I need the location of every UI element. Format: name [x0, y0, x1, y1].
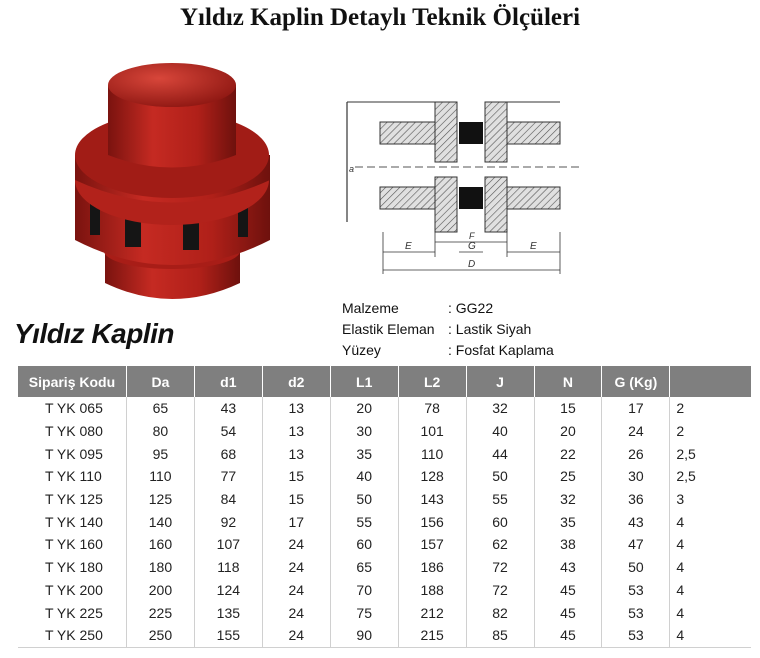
table-cell: 50 [602, 556, 670, 579]
table-cell: 77 [194, 465, 262, 488]
table-cell: 155 [194, 624, 262, 647]
table-row [18, 397, 751, 420]
column-header: L2 [398, 366, 466, 397]
table-cell: 212 [398, 601, 466, 624]
table-cell: 32 [466, 397, 534, 420]
table-cell: 156 [398, 510, 466, 533]
table-cell: T YK 095 [18, 442, 126, 465]
table-cell: 53 [602, 624, 670, 647]
table-cell: 2 [676, 423, 685, 440]
table-cell: 24 [262, 624, 330, 647]
table-cell: 95 [126, 442, 194, 465]
table-cell: 47 [602, 533, 670, 556]
table-cell: 75 [330, 601, 398, 624]
dimensions-table [18, 366, 751, 648]
table-cell: 107 [194, 533, 262, 556]
spec-row-elastic [342, 319, 554, 340]
table-cell: 50 [330, 488, 398, 511]
table-cell: 43 [534, 556, 602, 579]
table-cell: 2,5 [676, 445, 696, 462]
table-cell: 17 [262, 510, 330, 533]
table-cell: 35 [330, 442, 398, 465]
table-row [18, 601, 751, 624]
table-cell: 3 [676, 491, 685, 508]
table-row [18, 579, 751, 602]
table-cell: T YK 110 [18, 465, 126, 488]
table-cell: 4 [676, 536, 685, 553]
table-cell: 24 [602, 420, 670, 443]
table-cell: T YK 125 [18, 488, 126, 511]
table-cell: 53 [602, 579, 670, 602]
table-row [18, 510, 751, 533]
table-cell: 101 [398, 420, 466, 443]
table-cell: 157 [398, 533, 466, 556]
column-header: Sipariş Kodu [18, 366, 126, 397]
table-cell: T YK 225 [18, 601, 126, 624]
column-header: Da [126, 366, 194, 397]
table-cell: 22 [534, 442, 602, 465]
table-cell: 44 [466, 442, 534, 465]
table-cell: 50 [466, 465, 534, 488]
table-cell: 225 [126, 601, 194, 624]
table-cell: 60 [330, 533, 398, 556]
dim-d: D [468, 259, 476, 270]
table-cell: 70 [330, 579, 398, 602]
spec-value: : Fosfat Kaplama [448, 342, 554, 358]
table-cell: T YK 180 [18, 556, 126, 579]
table-cell: 2 [676, 400, 685, 417]
table-cell: 36 [602, 488, 670, 511]
table-cell: 78 [398, 397, 466, 420]
technical-drawing [335, 82, 595, 282]
table-cell: 40 [466, 420, 534, 443]
table-cell: 30 [602, 465, 670, 488]
column-header: d1 [194, 366, 262, 397]
column-header: L1 [330, 366, 398, 397]
table-cell: 43 [602, 510, 670, 533]
table-cell: 24 [262, 533, 330, 556]
column-header: J [466, 366, 534, 397]
table-cell: 38 [534, 533, 602, 556]
table-cell: 186 [398, 556, 466, 579]
table-cell: 92 [194, 510, 262, 533]
table-cell: 68 [194, 442, 262, 465]
dim-side: a [349, 164, 355, 174]
table-row [18, 420, 751, 443]
table-cell: 118 [194, 556, 262, 579]
table-cell: 215 [398, 624, 466, 647]
table-cell: 90 [330, 624, 398, 647]
table-cell: 140 [126, 510, 194, 533]
table-cell: 65 [330, 556, 398, 579]
table-cell: 40 [330, 465, 398, 488]
table-cell: 55 [330, 510, 398, 533]
spec-list [342, 298, 554, 361]
table-cell: T YK 140 [18, 510, 126, 533]
table-cell: 72 [466, 579, 534, 602]
dim-e-left: E [405, 241, 412, 252]
table-cell: T YK 250 [18, 624, 126, 647]
table-cell: 85 [466, 624, 534, 647]
table-cell: 13 [262, 397, 330, 420]
table-row [18, 556, 751, 579]
spec-value: : GG22 [448, 300, 494, 316]
table-cell: 32 [534, 488, 602, 511]
product-photo [60, 55, 290, 315]
table-cell: 43 [194, 397, 262, 420]
spec-row-material [342, 298, 554, 319]
table-row [18, 533, 751, 556]
table-cell: 82 [466, 601, 534, 624]
table-cell: T YK 065 [18, 397, 126, 420]
dim-e-right: E [530, 241, 537, 252]
table-cell: 45 [534, 601, 602, 624]
page-title: Yıldız Kaplin Detaylı Teknik Ölçüleri [179, 4, 581, 31]
table-cell: 26 [602, 442, 670, 465]
table-cell: 15 [262, 488, 330, 511]
table-cell: 160 [126, 533, 194, 556]
table-cell: 200 [126, 579, 194, 602]
table-cell: 24 [262, 601, 330, 624]
table-cell: 13 [262, 442, 330, 465]
table-cell: 4 [676, 581, 685, 598]
table-cell: T YK 200 [18, 579, 126, 602]
table-cell: 110 [398, 442, 466, 465]
table-body [18, 397, 751, 647]
table-cell: 110 [126, 465, 194, 488]
table-row [18, 488, 751, 511]
spec-label: Elastik Eleman [342, 321, 435, 337]
table-cell: 25 [534, 465, 602, 488]
spec-label: Malzeme [342, 300, 399, 316]
table-cell: 125 [126, 488, 194, 511]
table-cell: 30 [330, 420, 398, 443]
table-cell: 2,5 [676, 468, 696, 485]
spec-label: Yüzey [342, 342, 381, 358]
table-cell: 4 [670, 624, 751, 647]
table-cell: 124 [194, 579, 262, 602]
table-cell: 188 [398, 579, 466, 602]
table-cell: 60 [466, 510, 534, 533]
table-row [18, 465, 751, 488]
table-header-row [18, 366, 751, 397]
table-cell: 35 [534, 510, 602, 533]
table-cell: 45 [534, 624, 602, 647]
table-cell: 4 [676, 559, 685, 576]
table-cell: 250 [126, 624, 194, 647]
table-cell: 20 [330, 397, 398, 420]
table-cell: 24 [262, 556, 330, 579]
table-row [18, 624, 751, 647]
table-cell: 84 [194, 488, 262, 511]
column-header: G (Kg) [602, 366, 670, 397]
table-cell: 65 [126, 397, 194, 420]
table-cell: T YK 160 [18, 533, 126, 556]
table-cell: 72 [466, 556, 534, 579]
table-cell: 4 [676, 513, 685, 530]
table-cell: 24 [262, 579, 330, 602]
spec-value: : Lastik Siyah [448, 321, 532, 337]
table-cell: 62 [466, 533, 534, 556]
table-cell: T YK 080 [18, 420, 126, 443]
column-header [670, 366, 751, 397]
column-header: d2 [262, 366, 330, 397]
product-name: Yıldız Kaplin [14, 318, 174, 349]
table-cell: 143 [398, 488, 466, 511]
spec-row-surface [342, 340, 554, 361]
dim-f: F [469, 231, 475, 241]
table-cell: 45 [534, 579, 602, 602]
table-cell: 180 [126, 556, 194, 579]
table-cell: 17 [602, 397, 670, 420]
table-cell: 80 [126, 420, 194, 443]
table-cell: 53 [602, 601, 670, 624]
table-cell: 128 [398, 465, 466, 488]
column-header: N [534, 366, 602, 397]
table-cell: 54 [194, 420, 262, 443]
table-cell: 135 [194, 601, 262, 624]
table-cell: 4 [676, 604, 685, 621]
table-cell: 20 [534, 420, 602, 443]
dim-g: G [468, 241, 476, 252]
table-row [18, 442, 751, 465]
table-cell: 15 [534, 397, 602, 420]
table-cell: 55 [466, 488, 534, 511]
table-cell: 15 [262, 465, 330, 488]
table-cell: 13 [262, 420, 330, 443]
